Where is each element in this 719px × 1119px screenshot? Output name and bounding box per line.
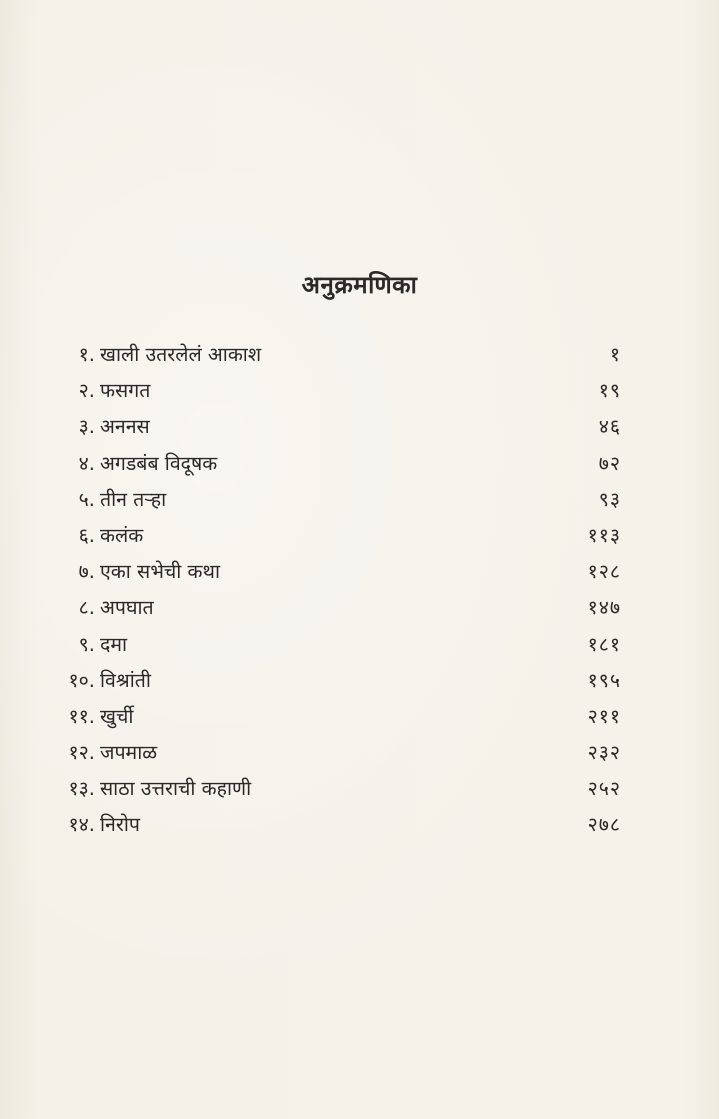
toc-entry-page: २५२ [587, 777, 621, 801]
toc-entry [0, 557, 719, 593]
toc-entry-title: एका सभेची कथा [100, 560, 221, 584]
toc-entry-number: ५. [78, 487, 95, 511]
toc-entry-title: खुर्ची [100, 704, 134, 728]
toc-entry-page: १२८ [587, 560, 621, 584]
toc-entry [0, 521, 719, 557]
toc-entry [0, 666, 719, 702]
toc-entry [0, 449, 719, 485]
toc-entry-title: दमा [100, 632, 128, 656]
toc-entry-number: ४. [78, 451, 95, 475]
toc-entry-page: ९३ [598, 487, 621, 511]
toc-entry [0, 376, 719, 412]
toc-entry-page: १४७ [587, 596, 621, 620]
toc-entry-page: ७२ [598, 451, 621, 475]
toc-entry-number: १४. [68, 813, 95, 837]
toc-entry-title: तीन तऱ्हा [100, 487, 167, 511]
toc-entry-number: १. [78, 343, 95, 366]
toc-entry-number: ११. [68, 704, 95, 728]
toc-entry [0, 485, 719, 521]
toc-entry-title: विश्रांती [100, 668, 151, 692]
toc-entry [0, 412, 719, 448]
toc-entry-page: १९ [598, 379, 621, 403]
toc-entry-title: साठा उत्तराची कहाणी [100, 777, 252, 801]
toc-entry-page: २११ [587, 704, 621, 728]
toc-entry-number: ८. [78, 596, 95, 620]
toc-entry-title: अननस [100, 415, 150, 439]
toc-entry [0, 702, 719, 738]
toc-entry-number: ३. [78, 415, 95, 439]
toc-entry-page: १९५ [587, 668, 621, 692]
toc-entry-title: जपमाळ [100, 741, 158, 765]
toc-entry-number: १२. [68, 741, 95, 765]
toc-entry [0, 810, 719, 846]
toc-entry-number: १०. [68, 668, 95, 692]
toc-entry-title: खाली उतरलेलं आकाश [100, 343, 262, 366]
toc-entry-number: १३. [68, 777, 95, 801]
toc-entry-page: ४६ [598, 415, 621, 439]
toc-entry-number: ९. [78, 632, 95, 656]
toc-entry-title: निरोप [100, 813, 140, 837]
toc-entry-number: २. [78, 379, 95, 403]
toc-entry-number: ६. [78, 523, 95, 547]
toc-entry [0, 630, 719, 666]
toc-entry-number: ७. [78, 560, 95, 584]
toc-entry-page: २७८ [587, 813, 621, 837]
toc-entry-page: २३२ [587, 741, 621, 765]
toc-entry-title: कलंक [100, 523, 144, 547]
toc-entry-title: फसगत [100, 379, 151, 403]
page-title: अनुक्रमणिका [301, 271, 418, 299]
toc-entry [0, 593, 719, 629]
toc-entry [0, 738, 719, 774]
toc-entry-page: १८१ [587, 632, 621, 656]
toc-entry-page: १ [609, 343, 621, 366]
toc-entry-title: अगडबंब विदूषक [100, 451, 218, 475]
toc-entry-page: ११३ [587, 523, 621, 547]
table-of-contents [0, 340, 719, 847]
toc-entry [0, 340, 719, 376]
toc-entry [0, 774, 719, 810]
toc-entry-title: अपघात [100, 596, 154, 620]
